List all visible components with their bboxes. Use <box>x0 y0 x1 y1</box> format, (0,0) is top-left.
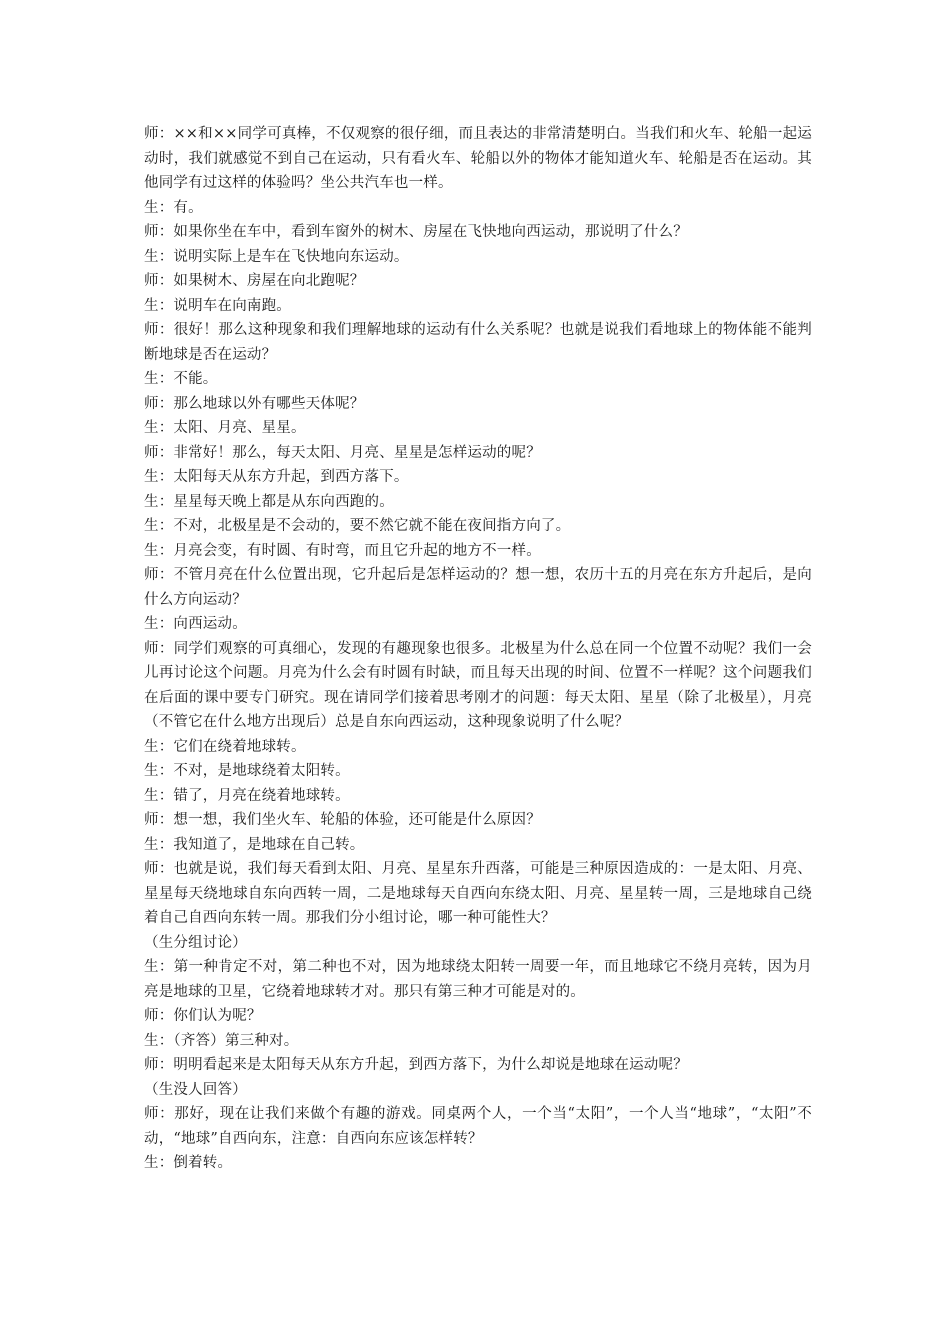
dialogue-line: 生：倒着转。 <box>144 1155 233 1171</box>
dialogue-line: 生：错了，月亮在绕着地球转。 <box>144 787 350 804</box>
dialogue-line: 师：不管月亮在什么位置出现，它升起后是怎样运动的？想一想，农历十五的月亮在东方升起后，是向什么方向运动？ <box>144 567 812 608</box>
dialogue-line: 师：如果树木、房屋在向北跑呢？ <box>144 273 365 289</box>
dialogue-line: 生：太阳、月亮、星星。 <box>144 420 306 436</box>
dialogue-line: 师：同学们观察的可真细心，发现的有趣现象也很多。北极星为什么总在同一个位置不动呢？我们一会儿再讨论这个问题。月亮为什么会有时圆有时缺，而且每天出现的时间、位置不一样呢？这个问题我们在后面的课中要专门研究。现在请同学们接着思考刚才的问题：每天太阳、星星（除了北极星），月亮（不管它在什么地方出现后）总是自东向西运动，这种现象说明了什么呢？ <box>144 640 812 730</box>
dialogue-line: 生：第一种肯定不对，第二种也不对，因为地球绕太阳转一周要一年，而且地球它不绕月亮转，因为月亮是地球的卫星，它绕着地球转才对。那只有第三种才可能是对的。 <box>144 959 812 1000</box>
dialogue-line: 生：不对，北极星是不会动的，要不然它就不能在夜间指方向了。 <box>144 518 571 534</box>
dialogue-line: 生：月亮会变，有时圆、有时弯，而且它升起的地方不一样。 <box>144 542 541 559</box>
dialogue-line: 师：那么地球以外有哪些天体呢？ <box>144 395 365 412</box>
dialogue-line: 生：说明实际上是车在飞快地向东运动。 <box>144 248 409 265</box>
dialogue-line: 师：非常好！那么，每天太阳、月亮、星星是怎样运动的呢？ <box>144 444 541 461</box>
dialogue-line: 师：想一想，我们坐火车、轮船的体验，还可能是什么原因？ <box>144 812 541 828</box>
dialogue-line: 生：太阳每天从东方升起，到西方落下。 <box>144 469 409 485</box>
dialogue-line: 生：（齐答）第三种对。 <box>144 1032 299 1049</box>
dialogue-line: （生没人回答） <box>144 1081 247 1098</box>
dialogue-line: 师：很好！那么这种现象和我们理解地球的运动有什么关系呢？也就是说我们看地球上的物体能不能判断地球是否在运动？ <box>144 322 812 363</box>
dialogue-line: 师：明明看起来是太阳每天从东方升起，到西方落下，为什么却说是地球在运动呢？ <box>144 1057 688 1073</box>
dialogue-line: 生：向西运动。 <box>144 616 247 632</box>
dialogue-line: 生：不对，是地球绕着太阳转。 <box>144 763 350 779</box>
dialogue-line: （生分组讨论） <box>144 934 247 951</box>
dialogue-line: 生：不能。 <box>144 371 218 387</box>
dialogue-line: 师：你们认为呢？ <box>144 1008 262 1024</box>
dialogue-line: 生：说明车在向南跑。 <box>144 297 291 314</box>
document-body <box>144 122 812 1176</box>
dialogue-line: 生：有。 <box>144 199 203 216</box>
dialogue-line: 师：也就是说，我们每天看到太阳、月亮、星星东升西落，可能是三种原因造成的：一是太阳、月亮、星星每天绕地球自东向西转一周，二是地球每天自西向东绕太阳、月亮、星星转一周，三是地球自己绕着自己自西向东转一周。那我们分小组讨论，哪一种可能性大？ <box>144 861 812 926</box>
dialogue-line: 师：××和××同学可真棒，不仅观察的很仔细，而且表达的非常清楚明白。当我们和火车、轮船一起运动时，我们就感觉不到自己在运动，只有看火车、轮船以外的物体才能知道火车、轮船是否在运动。其他同学有过这样的体验吗？坐公共汽车也一样。 <box>144 126 812 191</box>
dialogue-line: 生：它们在绕着地球转。 <box>144 738 306 755</box>
dialogue-line: 师：那好，现在让我们来做个有趣的游戏。同桌两个人，一个当“太阳”，一个人当“地球”，“太阳”不动，“地球”自西向东，注意：自西向东应该怎样转？ <box>144 1106 812 1147</box>
dialogue-line: 生：我知道了，是地球在自己转。 <box>144 836 365 853</box>
dialogue-line: 师：如果你坐在车中，看到车窗外的树木、房屋在飞快地向西运动，那说明了什么？ <box>144 224 688 240</box>
dialogue-line: 生：星星每天晚上都是从东向西跑的。 <box>144 493 394 510</box>
